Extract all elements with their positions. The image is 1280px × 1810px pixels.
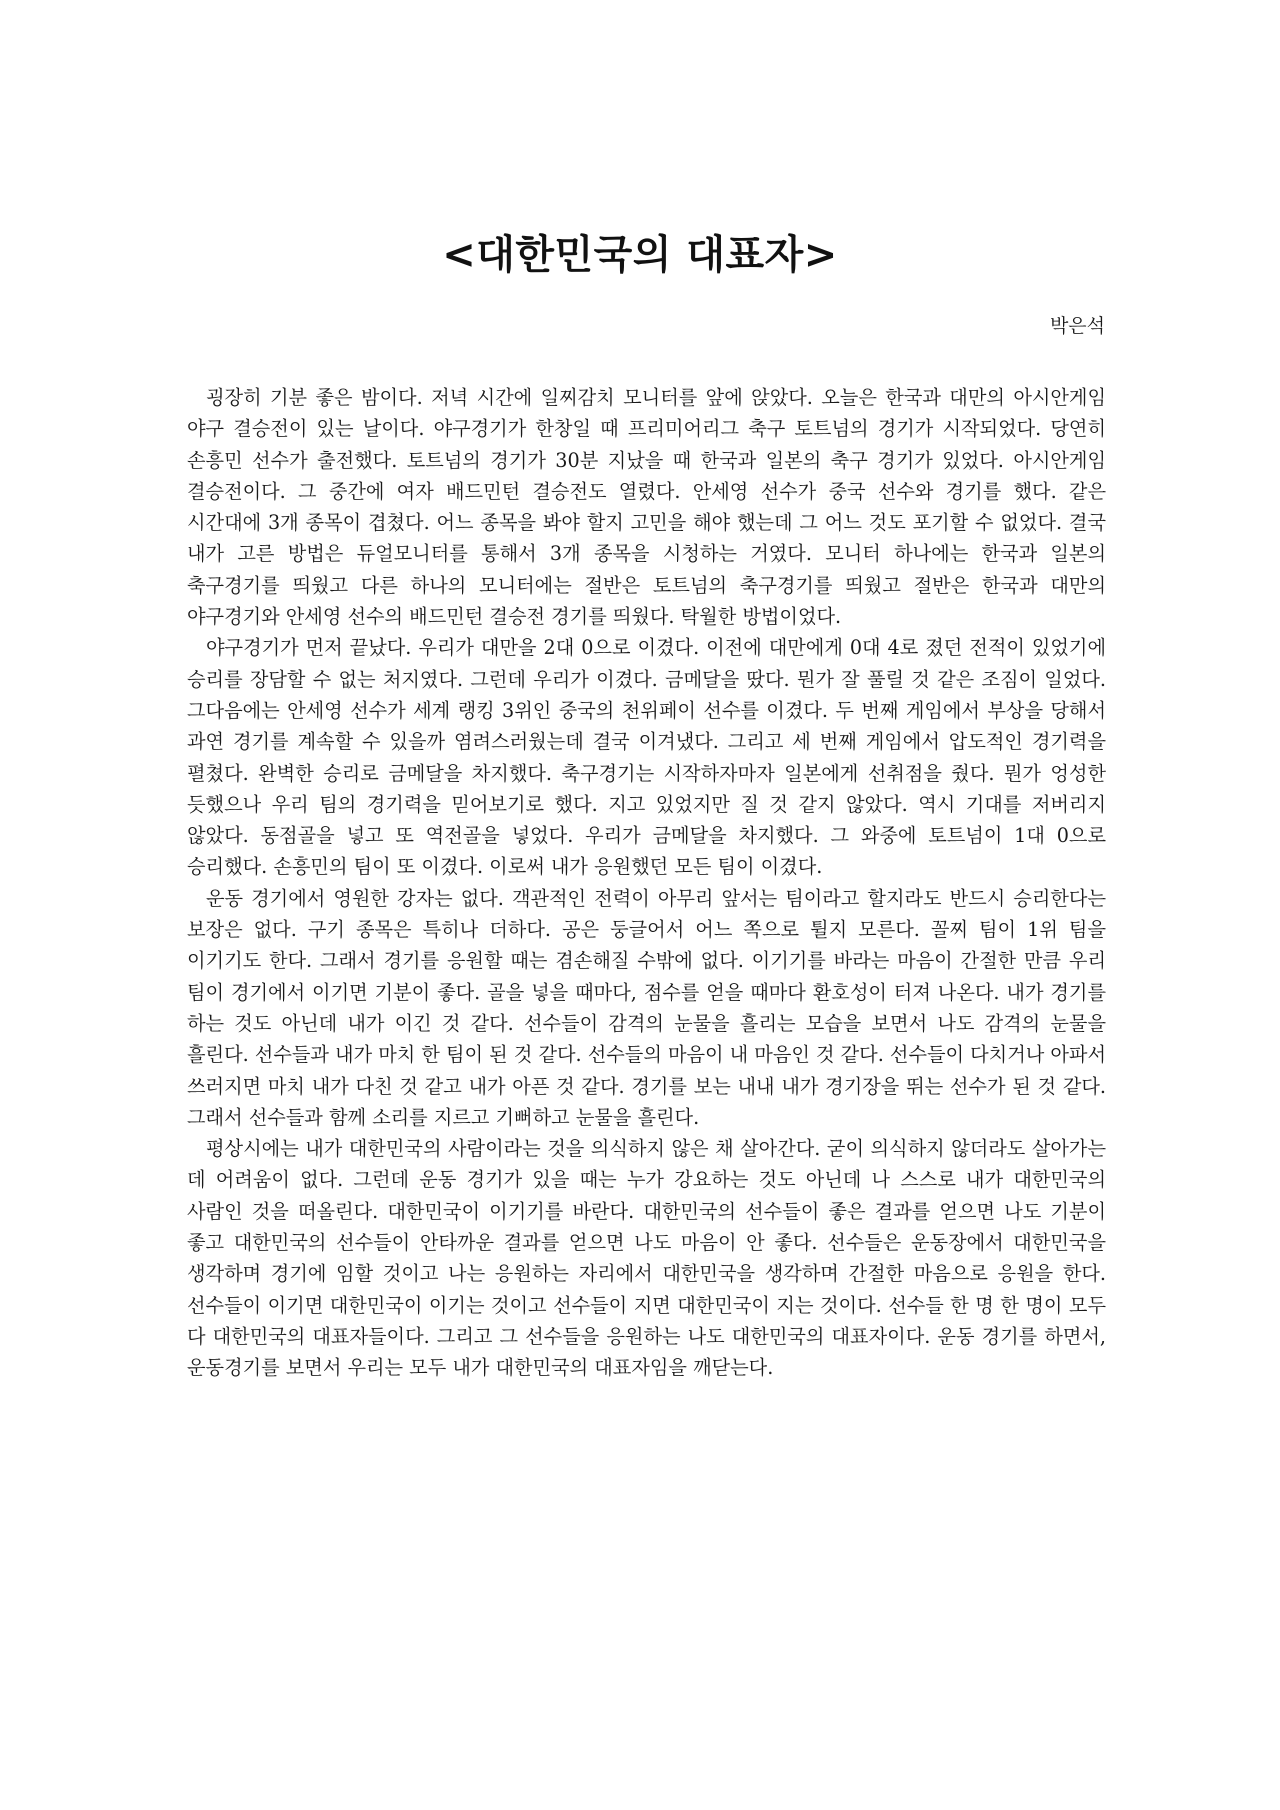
paragraph: 야구경기가 먼저 끝났다. 우리가 대만을 2대 0으로 이겼다. 이전에 대만에게 0대 4로 졌던 전적이 있었기에 승리를 장담할 수 없는 처지였다. 그런데 우리가 이겼다. 금메달을 땄다. 뭔가 잘 풀릴 것 같은 조짐이 일었다. 그다음에는 안세영 선수가 세계 랭킹 3위인 중국의 천위페이 선수를 이겼다. 두 번째 게임에서 부상을 당해서 과연 경기를 계속할 수 있을까 염려스러웠는데 결국 이겨냈다. 그리고 세 번째 게임에서 압도적인 경기력을 펼쳤다. 완벽한 승리로 금메달을 차지했다. 축구경기는 시작하자마자 일본에게 선취점을 줬다. 뭔가 엉성한 듯했으나 우리 팀의 경기력을 믿어보기로 했다. 지고 있었지만 질 것 같지 않았다. 역시 기대를 저버리지 않았다. 동점골을 넣고 또 역전골을 넣었다. 우리가 금메달을 차지했다. 그 와중에 토트넘이 1대 0으로 승리했다. 손흥민의 팀이 또 이겼다. 이로써 내가 응원했던 모든 팀이 이겼다. [187, 636, 1106, 879]
document-title: <대한민국의 대표자> [442, 231, 838, 278]
author-name: 박은석 [1049, 315, 1105, 337]
paragraph: 평상시에는 내가 대한민국의 사람이라는 것을 의식하지 않은 채 살아간다. 굳이 의식하지 않더라도 살아가는 데 어려움이 없다. 그런데 운동 경기가 있을 때는 누가 강요하는 것도 아닌데 나 스스로 내가 대한민국의 사람인 것을 떠올린다. 대한민국이 이기기를 바란다. 대한민국의 선수들이 좋은 결과를 얻으면 나도 기분이 좋고 대한민국의 선수들이 안타까운 결과를 얻으면 나도 마음이 안 좋다. 선수들은 운동장에서 대한민국을 생각하며 경기에 임할 것이고 나는 응원하는 자리에서 대한민국을 생각하며 간절한 마음으로 응원을 한다. 선수들이 이기면 대한민국이 이기는 것이고 선수들이 지면 대한민국이 지는 것이다. 선수들 한 명 한 명이 모두 다 대한민국의 대표자들이다. 그리고 그 선수들을 응원하는 나도 대한민국의 대표자이다. 운동 경기를 하면서, 운동경기를 보면서 우리는 모두 내가 대한민국의 대표자임을 깨닫는다. [187, 1137, 1106, 1380]
document-body [187, 382, 1106, 1384]
paragraph: 운동 경기에서 영원한 강자는 없다. 객관적인 전력이 아무리 앞서는 팀이라고 할지라도 반드시 승리한다는 보장은 없다. 구기 종목은 특히나 더하다. 공은 둥글어서 어느 쪽으로 튈지 모른다. 꼴찌 팀이 1위 팀을 이기기도 한다. 그래서 경기를 응원할 때는 겸손해질 수밖에 없다. 이기기를 바라는 마음이 간절한 만큼 우리 팀이 경기에서 이기면 기분이 좋다. 골을 넣을 때마다, 점수를 얻을 때마다 환호성이 터져 나온다. 내가 경기를 하는 것도 아닌데 내가 이긴 것 같다. 선수들이 감격의 눈물을 흘리는 모습을 보면서 나도 감격의 눈물을 흘린다. 선수들과 내가 마치 한 팀이 된 것 같다. 선수들의 마음이 내 마음인 것 같다. 선수들이 다치거나 아파서 쓰러지면 마치 내가 다친 것 같고 내가 아픈 것 같다. 경기를 보는 내내 내가 경기장을 뛰는 선수가 된 것 같다. 그래서 선수들과 함께 소리를 지르고 기뻐하고 눈물을 흘린다. [187, 886, 1106, 1129]
paragraph: 굉장히 기분 좋은 밤이다. 저녁 시간에 일찌감치 모니터를 앞에 앉았다. 오늘은 한국과 대만의 아시안게임 야구 결승전이 있는 날이다. 야구경기가 한창일 때 프리미어리그 축구 토트넘의 경기가 시작되었다. 당연히 손흥민 선수가 출전했다. 토트넘의 경기가 30분 지났을 때 한국과 일본의 축구 경기가 있었다. 아시안게임 결승전이다. 그 중간에 여자 배드민턴 결승전도 열렸다. 안세영 선수가 중국 선수와 경기를 했다. 같은 시간대에 3개 종목이 겹쳤다. 어느 종목을 봐야 할지 고민을 해야 했는데 그 어느 것도 포기할 수 없었다. 결국 내가 고른 방법은 듀얼모니터를 통해서 3개 종목을 시청하는 거였다. 모니터 하나에는 한국과 일본의 축구경기를 띄웠고 다른 하나의 모니터에는 절반은 토트넘의 축구경기를 띄웠고 절반은 한국과 대만의 야구경기와 안세영 선수의 배드민턴 결승전 경기를 띄웠다. 탁월한 방법이었다. [187, 386, 1106, 629]
